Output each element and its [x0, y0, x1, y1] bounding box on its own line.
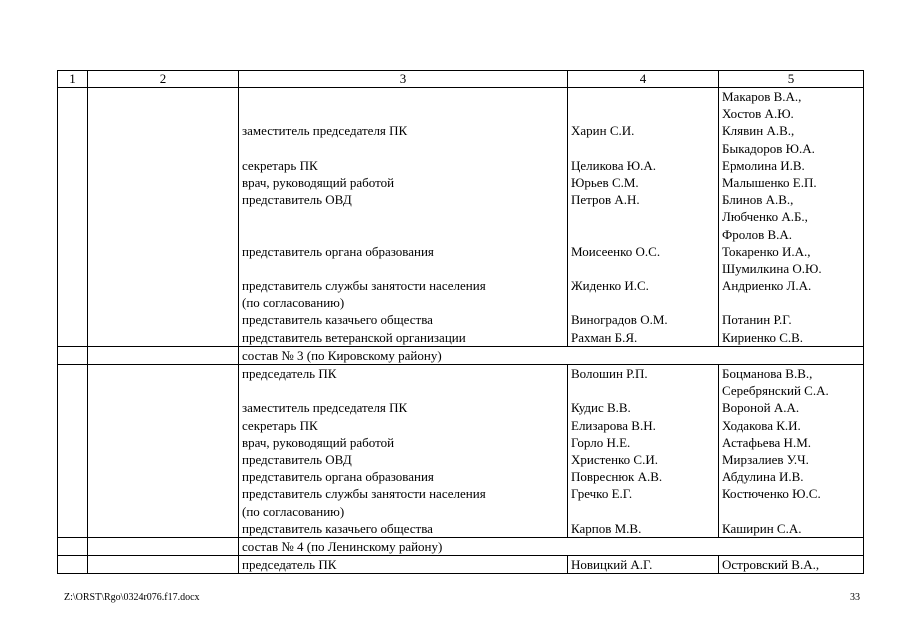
cell-line: представитель ветеранской организации: [242, 329, 466, 345]
section-row: [58, 346, 864, 364]
cell-line: Блинов А.В.,: [722, 192, 794, 208]
position-cell: председатель ПК: [239, 556, 568, 574]
cell-line: Каширин С.А.: [722, 520, 802, 536]
cell-line: Петров А.Н.: [571, 192, 640, 208]
cell-line: [242, 140, 567, 157]
table-row: [58, 556, 864, 574]
cell-line: [571, 294, 718, 311]
cell-line: Серебрянский С.А.: [722, 383, 829, 399]
cell-line: Гречко Е.Г.: [571, 486, 633, 502]
cell-line: врач, руководящий работой: [242, 434, 395, 450]
cell-line: представитель органа образования: [242, 469, 434, 485]
cell-line: [571, 260, 718, 277]
cell-line: Волошин Р.П.: [571, 366, 648, 382]
cell-name: [88, 556, 239, 574]
cell-line: Горло Н.Е.: [571, 434, 631, 450]
cell-num: [58, 556, 88, 574]
cell-line: заместитель председателя ПК: [242, 123, 408, 139]
header-col-4: 4: [568, 71, 719, 88]
cell-line: Астафьева Н.М.: [722, 434, 812, 450]
cell-line: Виноградов О.М.: [571, 312, 668, 328]
cell-line: Хостов А.Ю.: [722, 106, 794, 122]
member-cell: [568, 88, 719, 347]
table-row: [58, 365, 864, 538]
cell-line: (по согласованию): [242, 503, 345, 519]
cell-line: Боцманова В.В.,: [722, 366, 813, 382]
cell-line: Вороной А.А.: [722, 400, 800, 416]
cell-line: Кудис В.В.: [571, 400, 631, 416]
position-cell: [239, 365, 568, 538]
cell-line: [571, 140, 718, 157]
cell-line: секретарь ПК: [242, 417, 318, 433]
cell-line: представитель казачьего общества: [242, 312, 433, 328]
cell-line: [722, 294, 863, 311]
cell-line: Клявин А.В.,: [722, 123, 795, 139]
reserve-cell: [719, 365, 864, 538]
member-cell: [568, 365, 719, 538]
cell-line: Мирзалиев У.Ч.: [722, 451, 809, 467]
cell-line: Повреснюк А.В.: [571, 469, 663, 485]
cell-line: Фролов В.А.: [722, 226, 793, 242]
cell-line: представитель службы занятости населения: [242, 486, 486, 502]
cell-line: Малышенко Е.П.: [722, 174, 817, 190]
commission-table: [57, 70, 864, 574]
section-title: состав № 4 (по Ленинскому району): [239, 537, 864, 555]
header-col-3: 3: [239, 71, 568, 88]
section-row: [58, 537, 864, 555]
cell-line: [242, 382, 567, 399]
cell-line: Кириенко С.В.: [722, 329, 804, 345]
cell-line: Ходакова К.И.: [722, 417, 801, 433]
cell-line: [571, 105, 718, 122]
cell-line: Любченко А.Б.,: [722, 209, 808, 225]
reserve-cell: [719, 88, 864, 347]
cell-line: [571, 503, 718, 520]
cell-line: представитель казачьего общества: [242, 520, 433, 536]
cell-line: председатель ПК: [242, 366, 337, 382]
cell-line: представитель службы занятости населения: [242, 278, 486, 294]
cell-line: [722, 503, 863, 520]
header-col-2: 2: [88, 71, 239, 88]
cell-name: [88, 88, 239, 347]
cell-line: Ермолина И.В.: [722, 157, 805, 173]
cell-line: [242, 105, 567, 122]
cell-line: [242, 226, 567, 243]
reserve-cell: Островский В.А.,: [719, 556, 864, 574]
cell-line: (по согласованию): [242, 295, 345, 311]
cell-line: Харин С.И.: [571, 123, 635, 139]
cell-line: представитель ОВД: [242, 192, 352, 208]
header-col-5: 5: [719, 71, 864, 88]
cell-line: Абдулина И.В.: [722, 469, 804, 485]
cell-line: Быкадоров Ю.А.: [722, 140, 815, 156]
file-path: Z:\ORST\Rgo\0324r076.f17.docx: [64, 592, 200, 603]
cell-line: Моисеенко О.С.: [571, 243, 661, 259]
cell-line: Карпов М.В.: [571, 520, 642, 536]
cell-line: врач, руководящий работой: [242, 174, 395, 190]
cell-line: Рахман Б.Я.: [571, 329, 638, 345]
section-title: состав № 3 (по Кировскому району): [239, 346, 864, 364]
cell-line: Шумилкина О.Ю.: [722, 260, 822, 276]
header-row: [58, 71, 864, 88]
cell-line: Елизарова В.Н.: [571, 417, 656, 433]
cell-num: [58, 88, 88, 347]
member-cell: Новицкий А.Г.: [568, 556, 719, 574]
cell-line: заместитель председателя ПК: [242, 400, 408, 416]
cell-line: [242, 88, 567, 105]
cell-name: [88, 365, 239, 538]
cell-line: секретарь ПК: [242, 157, 318, 173]
cell-line: [242, 260, 567, 277]
page-number: 33: [850, 592, 860, 603]
cell-line: Жиденко И.С.: [571, 278, 649, 294]
header-col-1: 1: [58, 71, 88, 88]
cell-line: Андриенко Л.А.: [722, 278, 812, 294]
cell-line: [242, 208, 567, 225]
cell-line: Целикова Ю.А.: [571, 157, 656, 173]
cell-line: Токаренко И.А.,: [722, 243, 811, 259]
position-cell: [239, 88, 568, 347]
table-row: [58, 88, 864, 347]
cell-line: [571, 88, 718, 105]
cell-line: Костюченко Ю.С.: [722, 486, 821, 502]
cell-line: Юрьев С.М.: [571, 174, 639, 190]
cell-line: Потанин Р.Г.: [722, 312, 792, 328]
cell-line: представитель органа образования: [242, 243, 434, 259]
cell-line: Христенко С.И.: [571, 451, 658, 467]
cell-num: [58, 365, 88, 538]
cell-line: представитель ОВД: [242, 451, 352, 467]
cell-line: [571, 226, 718, 243]
cell-line: [571, 208, 718, 225]
cell-line: Макаров В.А.,: [722, 89, 802, 104]
cell-line: [571, 382, 718, 399]
